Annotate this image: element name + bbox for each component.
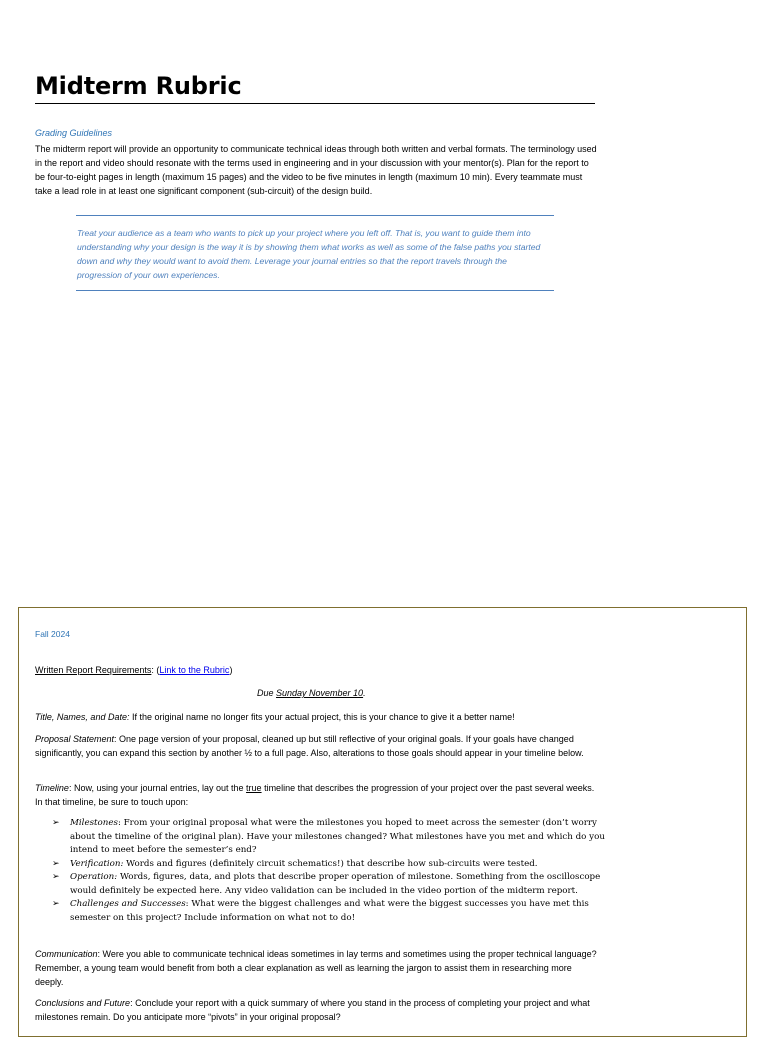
bullet-label: Operation: [70, 872, 118, 882]
list-item [35, 817, 610, 858]
page-title: Midterm Rubric [35, 70, 595, 104]
grading-guidelines-text: The midterm report will provide an opportunity to communicate technical ideas through both written and verbal formats. The terminology used in the report and video should resonate with the terms used in engineering and in your discussion with your mentor(s). Plan for the report to be four-to-eight pages in length (maximum 15 pages) and the video to be five minutes in length (maximum 10 min). Every teammate must take a lead role in at least one significant component (sub-circuit) of the design build. [35, 144, 597, 196]
due-suffix: . [363, 688, 366, 698]
arrow-bullet-icon: ➢ [52, 818, 60, 828]
title-names-label: Title, Names, and Date: [35, 712, 130, 722]
bullet-label: Challenges and Successes [70, 899, 186, 909]
title-names-text: If the original name no longer fits your actual project, this is your chance to give it a better name! [129, 712, 515, 722]
timeline-paragraph [35, 781, 601, 809]
list-item [35, 898, 610, 925]
timeline-text-after: timeline that describes the progression of your project over the past several weeks. In that timeline, be sure to touch upon: [35, 783, 595, 807]
written-report-panel [18, 607, 747, 1037]
requirements-line [35, 665, 232, 675]
requirements-label: Written Report Requirements [35, 665, 152, 675]
proposal-label: Proposal Statement [35, 734, 115, 744]
due-prefix: Due [257, 688, 277, 698]
bullet-text: : From your original proposal what were the milestones you hoped to meet across the semester (don’t worry about the timeline of the original plan). Have your milestones changed? What milestones have you met and which do you intend to meet before the semester’s end? [70, 818, 605, 855]
arrow-bullet-icon: ➢ [52, 858, 60, 869]
title-names-paragraph [35, 710, 601, 724]
pull-quote: Treat your audience as a team who wants to pick up your project where you left off. That is, you want to guide them into understanding why your design is the way it is by showing them what works as well as some of the false paths you started down and why they would want to avoid them. Leverage your journal entries so that the report travels through the progression of your own experiences. [76, 215, 554, 291]
proposal-paragraph [35, 732, 601, 760]
list-item [35, 871, 610, 898]
bullet-text: Words and figures (definitely circuit schematics!) that describe how sub-circuits were tested. [123, 858, 538, 869]
communication-paragraph [35, 947, 601, 989]
timeline-text-before: : Now, using your journal entries, lay out the [68, 783, 247, 793]
timeline-bullet-list [35, 817, 610, 925]
conclusions-paragraph [35, 996, 601, 1024]
proposal-text: : One page version of your proposal, cleaned up but still reflective of your original goals. If your goals have changed significantly, you can expand this section by another ½ to a full page. Also, alterations to those goals should appear in your timeline below. [35, 734, 584, 758]
conclusions-label: Conclusions and Future [35, 998, 131, 1008]
arrow-bullet-icon: ➢ [52, 872, 60, 882]
timeline-label: Timeline [35, 783, 69, 793]
list-item [35, 858, 610, 872]
term-label: Fall 2024 [35, 629, 70, 639]
due-date: Sunday November 10 [276, 688, 364, 698]
timeline-true: true [246, 783, 262, 793]
communication-label: Communication [35, 949, 98, 959]
bullet-label: Verification: [70, 858, 124, 869]
requirements-close: ) [229, 665, 233, 675]
requirements-open: : ( [151, 665, 160, 675]
conclusions-text: : Conclude your report with a quick summary of where you stand in the process of completing your project and what milestones remain. Do you anticipate more “pivots” in your original proposal? [35, 998, 590, 1022]
bullet-text: : What were the biggest challenges and what were the biggest successes you have met this semester on this project? Include information on what not to do! [70, 899, 589, 923]
grading-guidelines-heading: Grading Guidelines [35, 128, 113, 138]
arrow-bullet-icon: ➢ [52, 899, 60, 909]
rubric-link[interactable]: Link to the Rubric [159, 665, 230, 675]
communication-text: : Were you able to communicate technical ideas sometimes in lay terms and sometimes using the proper technical language? Remember, a young team would benefit from both a clear explanation as well as learning the jargon to assist them in researching more deeply. [35, 949, 597, 987]
due-date-line [257, 688, 366, 698]
bullet-text: Words, figures, data, and plots that describe proper operation of milestone. Something from the oscilloscope would definitely be expected here. Any video validation can be included in the video portion of the midterm report. [70, 872, 601, 896]
bullet-label: Milestones [70, 818, 118, 828]
